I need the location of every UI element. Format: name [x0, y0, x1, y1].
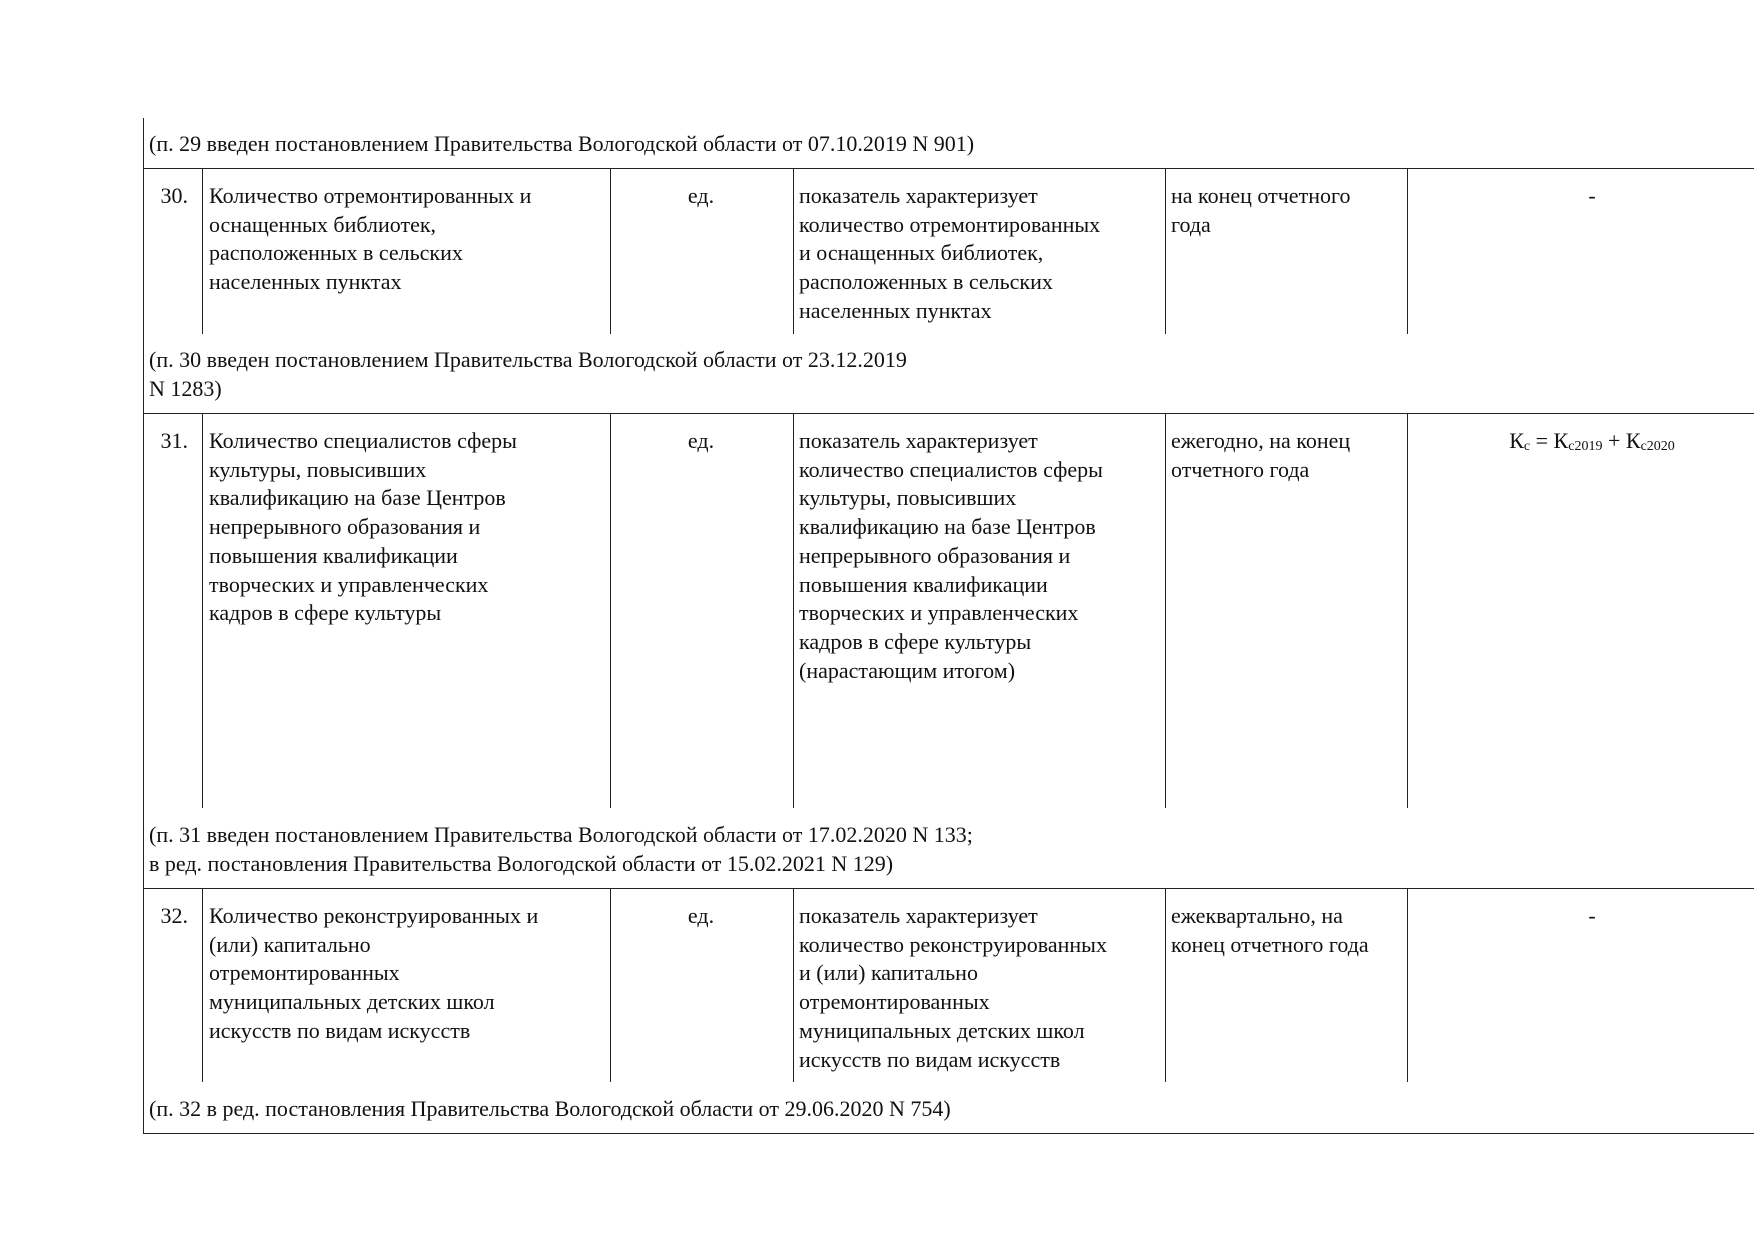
unit-of-measure: ед. — [687, 903, 715, 928]
indicator-name: Количество реконструированных и (или) капитально отремонтированных муниципальных детских школ искусств по видам искусств — [209, 903, 539, 1043]
note-p31: (п. 31 введен постановлением Правительства Вологодской области от 17.02.2020 N 133; в ред. постановления Правительства Вологодской области от 15.02.2021 N 129) — [149, 822, 973, 876]
note-p30: (п. 30 введен постановлением Правительства Вологодской области от 23.12.2019 N 1283) — [149, 347, 907, 401]
formula-k: К — [1625, 428, 1641, 453]
formula-sub: с2020 — [1640, 439, 1675, 454]
col-divider — [1407, 413, 1408, 808]
row-number: 32. — [160, 903, 188, 928]
reporting-period: ежегодно, на конец отчетного года — [1171, 428, 1351, 482]
col-divider — [202, 168, 203, 334]
col-divider — [1165, 168, 1166, 334]
formula-plus: + — [1602, 428, 1626, 453]
rule-top-row-31 — [143, 413, 1754, 414]
rule-table-bottom — [143, 1133, 1754, 1134]
unit-of-measure: ед. — [687, 183, 715, 208]
note-p29: (п. 29 введен постановлением Правительства Вологодской области от 07.10.2019 N 901) — [149, 131, 975, 156]
col-divider — [793, 168, 794, 334]
note-p32: (п. 32 в ред. постановления Правительства Вологодской области от 29.06.2020 N 754) — [149, 1096, 951, 1121]
col-divider — [1165, 888, 1166, 1082]
unit-of-measure: ед. — [687, 428, 715, 453]
col-divider — [793, 888, 794, 1082]
table-left-border — [143, 118, 144, 1134]
formula-k: К — [1553, 428, 1569, 453]
calculation-formula: - — [1588, 183, 1596, 208]
reporting-period: на конец отчетного года — [1171, 183, 1351, 237]
indicator-description: показатель характеризует количество реконструированных и (или) капитально отремонтированных муниципальных детских школ искусств по видам искусств — [799, 903, 1107, 1072]
indicator-description: показатель характеризует количество специалистов сферы культуры, повысивших квалификацию на базе Центров непрерывного образования и повышения квалификации творческих и управленческих кадров в сфере культуры (нарастающим итогом) — [799, 428, 1103, 683]
col-divider — [202, 413, 203, 808]
formula-sub: с2019 — [1568, 439, 1603, 454]
col-divider — [1407, 168, 1408, 334]
rule-top-row-32 — [143, 888, 1754, 889]
row-number: 31. — [160, 428, 188, 453]
formula-k: К — [1509, 428, 1524, 453]
col-divider — [610, 413, 611, 808]
calculation-formula — [1412, 427, 1754, 460]
col-divider — [1407, 888, 1408, 1082]
calculation-formula: - — [1588, 903, 1596, 928]
formula-sub: с — [1523, 439, 1531, 454]
indicator-description: показатель характеризует количество отремонтированных и оснащенных библиотек, расположенных в сельских населенных пунктах — [799, 183, 1101, 323]
reporting-period: ежеквартально, на конец отчетного года — [1171, 903, 1369, 957]
row-number: 30. — [160, 183, 188, 208]
col-divider — [202, 888, 203, 1082]
indicator-name: Количество отремонтированных и оснащенных библиотек, расположенных в сельских населенных пунктах — [209, 183, 532, 295]
formula-equals: = — [1530, 428, 1554, 453]
col-divider — [1165, 413, 1166, 808]
rule-top-row-30 — [143, 168, 1754, 169]
indicator-name: Количество специалистов сферы культуры, повысивших квалификацию на базе Центров непрерывного образования и повышения квалификации творческих и управленческих кадров в сфере культуры — [209, 428, 517, 626]
col-divider — [793, 413, 794, 808]
